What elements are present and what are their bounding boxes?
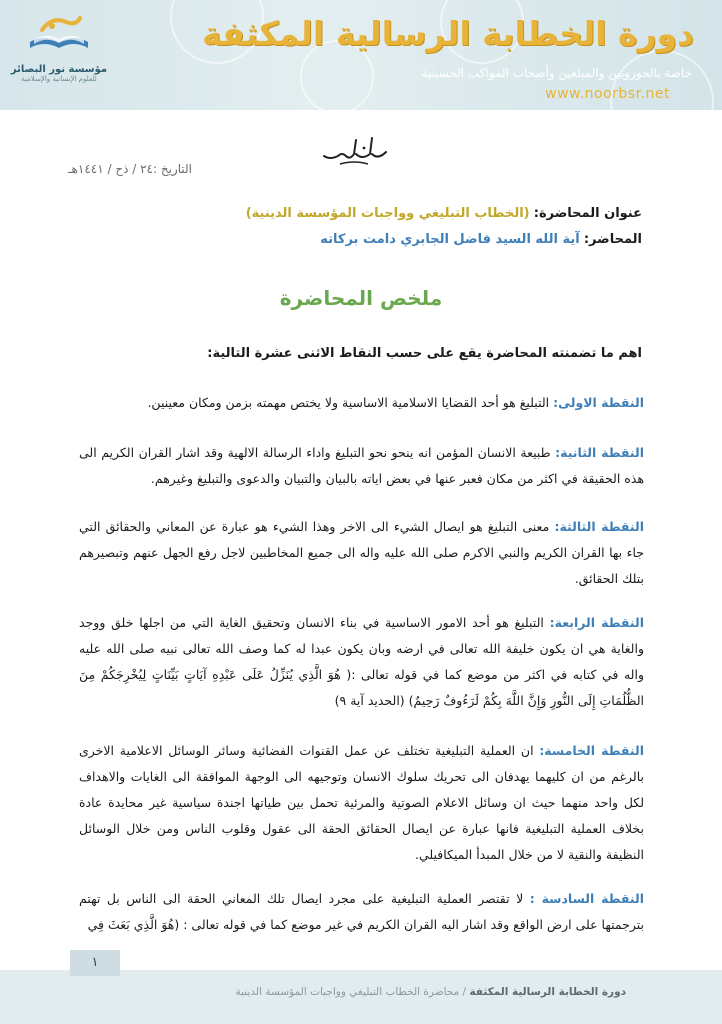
footer-course: دورة الخطابة الرسالية المكثفة [469,986,626,998]
lecture-title-row [246,206,642,221]
point-text: طبيعة الانسان المؤمن انه ينحو نحو التبليغ واداء الرسالة الالهية وقد اشار القران الكريم الى هذه الحقيقة في اكثر من مكان فعبر عنها في بعض اياته بالبيان والتبيان والدعوى والتبليغ وغيرهم. [79,445,644,486]
point-paragraph [79,738,644,868]
logo [10,12,108,102]
logo-name: مؤسسة نور البصائر [10,64,108,75]
basmala-calligraphy [320,130,390,170]
point-text: معنى التبليغ هو ايصال الشيء الى الاخر وهذا الشيء هو عبارة عن المعاني والحقائق التي جاء بها القران الكريم والنبي الاكرم صلى الله عليه واله الى جميع المخاطبين لاجل رفع الجهل عنهم وتبصيرهم بتلك الحقائق. [79,519,644,586]
point-paragraph [79,886,644,938]
point-label: النقطة الثانية: [555,445,644,460]
point-label: النقطة الاولى: [553,395,644,410]
footer-separator: / [459,986,470,998]
point-text: لا تقتصر العملية التبليغية على مجرد ايصال تلك المعاني الحقة الى الناس بل تهتم بترجمتها على ارض الواقع وقد اشار اليه القران الكريم في غير موضع كما في قوله تعالى : (هُوَ الَّذِي بَعَثَ فِي [79,891,644,932]
point-label: النقطة الرابعة: [549,615,644,630]
page-number: ١ [70,950,120,976]
logo-tagline: للعلوم الإنسانية والإسلامية [21,75,97,83]
logo-book-icon [22,12,96,56]
point-text: التبليغ هو أحد الامور الاساسية في بناء الانسان وتحقيق الغاية التي من اجلها خلق ووجد والغاية هي ان يكون خليفة الله تعالى في ارضه وبان يكون عبدا له كما وصف الله تعالى نبيه صلى الله عليه واله في كتابه في اكثر من موضع كما في قوله تعالى :( هُوَ الَّذِي يُنَزِّلُ عَلَى عَبْدِهِ آيَاتٍ بَيِّنَاتٍ لِيُخْرِجَكُمْ مِنَ الظُّلُمَاتِ إِلَى النُّورِ وَإِنَّ اللَّهَ بِكُمْ لَرَءُوفٌ رَحِيمٌ) (الحديد آية ٩) [79,615,644,708]
point-paragraph [79,514,644,592]
point-paragraph [79,440,644,492]
lecturer-name: آية الله السيد فاضل الجابري دامت بركاته [320,232,580,247]
footer-caption [235,986,626,998]
course-subtitle: خاصة بالحوزويين والمبلغين وأصحاب المواكب الحسينية [421,66,692,80]
point-label: النقطة السادسة : [529,891,644,906]
lecturer-row [320,232,642,247]
point-paragraph [79,610,644,714]
point-text: التبليغ هو أحد القضايا الاسلامية الاساسية ولا يختص مهمته بزمن ومكان معينين. [147,395,554,410]
point-label: النقطة الخامسة: [539,743,645,758]
point-label: النقطة الثالثة: [554,519,644,534]
website-link[interactable]: www.noorbsr.net [545,86,670,102]
footer-lecture: محاضرة الخطاب التبليغي وواجبات المؤسسة الدينية [235,986,460,998]
header-banner [0,0,722,110]
course-title: دورة الخطابة الرسالية المكثفة [201,14,694,53]
lecture-title: (الخطاب التبليغي وواجبات المؤسسة الدينية) [245,206,530,221]
point-text: ان العملية التبليغية تختلف عن عمل القنوات الفضائية وسائر الوسائل الاعلامية الاخرى بالرغم من ان كليهما يهدفان الى تحريك سلوك الانسان وتوجيهه الى الوجهة الموافقة الى الغايات والاهداف لكل واحد منهما حيث ان وسائل الاعلام الصوتية والمرئية تحمل بين طياتها اجندة سياسية غير محايدة عادة بخلاف العملية التبليغية فانها عبارة عن ايصال الحقائق الحقة الى عقول وقلوب الناس ومن خلال الوسائل النظيفة والنقية لا من خلال المبدأ الميكافيلي. [79,743,644,862]
intro-text: اهم ما تضمنته المحاضرة يقع على حسب النقاط الاثنى عشرة التالية: [207,346,642,361]
lecturer-label: المحاضر: [583,232,642,247]
point-paragraph [79,390,644,416]
summary-heading: ملخص المحاضرة [279,286,443,310]
lecture-title-label: عنوان المحاضرة: [533,206,642,221]
document-date: التاريخ :٢٤ / ذح / ١٤٤١هـ [68,162,192,176]
